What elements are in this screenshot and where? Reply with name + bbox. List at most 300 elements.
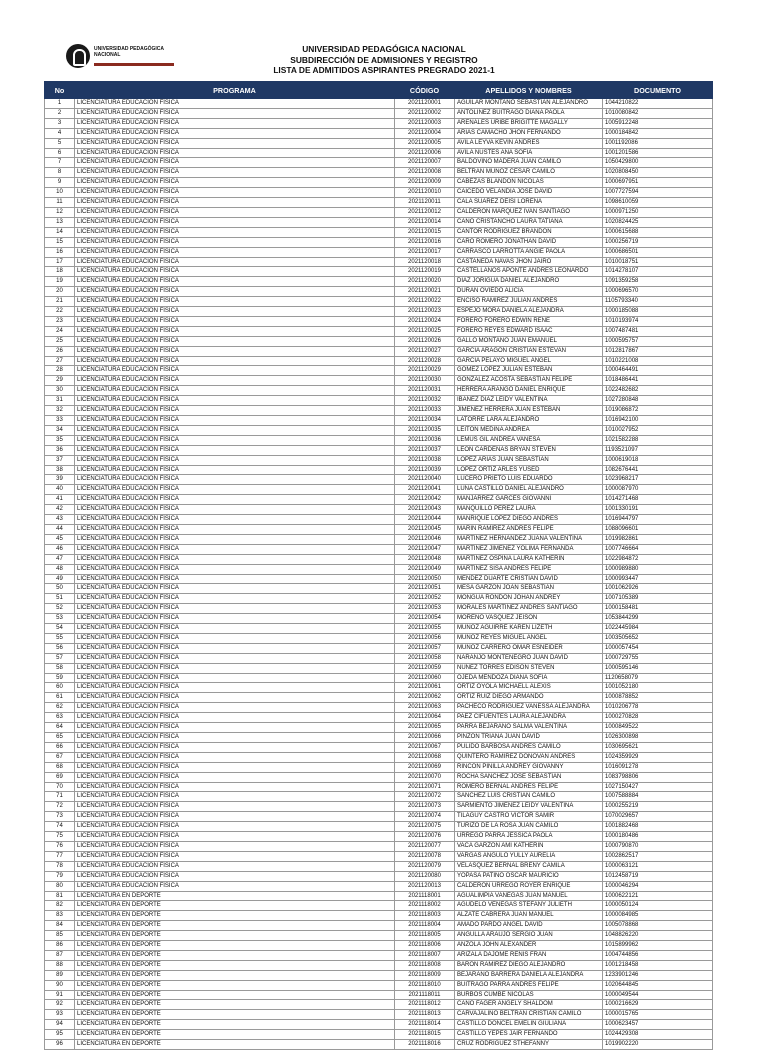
cell-programa: LICENCIATURA EN DEPORTE [75,1000,395,1010]
cell-codigo: 2021120047 [395,544,455,554]
cell-nombres: MARTINEZ SISA ANDRES FELIPE [455,564,603,574]
cell-programa: LICENCIATURA EN DEPORTE [75,980,395,990]
cell-documento: 1019086872 [603,406,713,416]
cell-nombres: ANTOLINEZ BUITRAGO DIANA PAOLA [455,108,603,118]
cell-codigo: 2021120026 [395,336,455,346]
cell-codigo: 2021120029 [395,366,455,376]
cell-nombres: CANO CRISTANCHO LAURA TATIANA [455,217,603,227]
table-row [45,851,713,861]
table-row [45,713,713,723]
cell-codigo: 2021120019 [395,267,455,277]
cell-nombres: VACA GARZON AMI KATHERIN [455,841,603,851]
cell-documento: 1000971250 [603,207,713,217]
cell-codigo: 2021120074 [395,812,455,822]
cell-codigo: 2021120032 [395,396,455,406]
cell-codigo: 2021118014 [395,1020,455,1030]
cell-nombres: NARANJO MONTENEGRO JUAN DAVID [455,653,603,663]
cell-documento: 1024429308 [603,1030,713,1040]
cell-documento: 1000087970 [603,485,713,495]
cell-documento: 1021582288 [603,435,713,445]
cell-nombres: AVILA LEYVA KEVIN ANDRES [455,138,603,148]
cell-programa: LICENCIATURA EDUCACIÓN FÍSICA [75,396,395,406]
cell-programa: LICENCIATURA EDUCACIÓN FÍSICA [75,188,395,198]
cell-documento: 1018486441 [603,376,713,386]
cell-no: 91 [45,990,75,1000]
cell-documento: 1000184842 [603,128,713,138]
cell-documento: 1050429800 [603,158,713,168]
cell-programa: LICENCIATURA EDUCACIÓN FÍSICA [75,614,395,624]
column-header-nombres: APELLIDOS Y NOMBRES [455,82,603,99]
cell-codigo: 2021120070 [395,772,455,782]
cell-nombres: VELASQUEZ BERNAL BRENY CAMILA [455,861,603,871]
table-row [45,881,713,891]
cell-nombres: CABEZAS BLANDON NICOLAS [455,178,603,188]
cell-codigo: 2021120037 [395,445,455,455]
cell-programa: LICENCIATURA EDUCACIÓN FÍSICA [75,148,395,158]
cell-documento: 1012817867 [603,346,713,356]
cell-nombres: CASTELLANOS APONTE ANDRES LEONARDO [455,267,603,277]
cell-nombres: DIAZ JORIGUA DANIEL ALEJANDRO [455,277,603,287]
cell-codigo: 2021118008 [395,960,455,970]
table-row [45,841,713,851]
cell-documento: 1000989880 [603,564,713,574]
cell-no: 30 [45,386,75,396]
cell-documento: 1091359258 [603,277,713,287]
cell-nombres: ARENALES URIBE BRIGITTE MAGALLY [455,118,603,128]
table-row [45,336,713,346]
cell-codigo: 2021120053 [395,604,455,614]
cell-codigo: 2021120035 [395,425,455,435]
cell-no: 60 [45,683,75,693]
cell-nombres: ORTIZ OYOLA MICHAELL ALEXIS [455,683,603,693]
cell-no: 61 [45,693,75,703]
cell-codigo: 2021120020 [395,277,455,287]
cell-no: 94 [45,1020,75,1030]
cell-documento: 1022482682 [603,386,713,396]
cell-nombres: LATORRE LARA ALEJANDRO [455,416,603,426]
column-header-codigo: CÓDIGO [395,82,455,99]
cell-codigo: 2021120024 [395,316,455,326]
cell-programa: LICENCIATURA EDUCACIÓN FÍSICA [75,515,395,525]
cell-documento: 1000729755 [603,653,713,663]
cell-documento: 1001192086 [603,138,713,148]
cell-programa: LICENCIATURA EDUCACIÓN FÍSICA [75,455,395,465]
cell-no: 82 [45,901,75,911]
cell-programa: LICENCIATURA EDUCACIÓN FÍSICA [75,435,395,445]
cell-no: 72 [45,802,75,812]
cell-nombres: LOPEZ ARIAS JUAN SEBASTIAN [455,455,603,465]
table-row [45,822,713,832]
table-row [45,99,713,109]
cell-documento: 1001330191 [603,505,713,515]
cell-codigo: 2021120022 [395,297,455,307]
cell-nombres: CARRASCO LARROTTA ANGIE PAOLA [455,247,603,257]
cell-codigo: 2021120034 [395,416,455,426]
cell-no: 86 [45,941,75,951]
cell-documento: 1000686501 [603,247,713,257]
cell-no: 66 [45,742,75,752]
cell-documento: 1007727594 [603,188,713,198]
cell-documento: 1005912248 [603,118,713,128]
cell-programa: LICENCIATURA EDUCACIÓN FÍSICA [75,386,395,396]
cell-no: 41 [45,495,75,505]
cell-codigo: 2021120003 [395,118,455,128]
cell-programa: LICENCIATURA EDUCACIÓN FÍSICA [75,832,395,842]
cell-codigo: 2021120066 [395,733,455,743]
cell-codigo: 2021120048 [395,554,455,564]
cell-documento: 1001052180 [603,683,713,693]
cell-nombres: ANZOLA JOHN ALEXANDER [455,941,603,951]
table-row [45,604,713,614]
cell-documento: 1070029657 [603,812,713,822]
cell-documento: 1001218458 [603,960,713,970]
cell-programa: LICENCIATURA EDUCACIÓN FÍSICA [75,673,395,683]
cell-nombres: URREGO PARRA JESSICA PAOLA [455,832,603,842]
cell-documento: 1000619018 [603,455,713,465]
page-header [0,0,768,80]
cell-documento: 1000158481 [603,604,713,614]
cell-no: 48 [45,564,75,574]
cell-documento: 1014278107 [603,267,713,277]
table-row [45,980,713,990]
cell-programa: LICENCIATURA EDUCACIÓN FÍSICA [75,118,395,128]
table-row [45,425,713,435]
cell-no: 8 [45,168,75,178]
cell-codigo: 2021120031 [395,386,455,396]
cell-programa: LICENCIATURA EDUCACIÓN FÍSICA [75,534,395,544]
cell-nombres: ANGULLA ARAUJO SERGIO JUAN [455,931,603,941]
cell-codigo: 2021120063 [395,703,455,713]
table-row [45,931,713,941]
cell-nombres: CARO ROMERO JONATHAN DAVID [455,237,603,247]
cell-no: 93 [45,1010,75,1020]
cell-no: 77 [45,851,75,861]
cell-programa: LICENCIATURA EDUCACIÓN FÍSICA [75,643,395,653]
table-row [45,802,713,812]
column-header-documento: DOCUMENTO [603,82,713,99]
cell-programa: LICENCIATURA EDUCACIÓN FÍSICA [75,653,395,663]
table-row [45,624,713,634]
title-list: LISTA DE ADMITIDOS ASPIRANTES PREGRADO 2021-1 [273,65,495,75]
cell-codigo: 2021120069 [395,762,455,772]
table-row [45,485,713,495]
table-row [45,891,713,901]
cell-codigo: 2021120004 [395,128,455,138]
cell-programa: LICENCIATURA EDUCACIÓN FÍSICA [75,178,395,188]
table-row [45,812,713,822]
cell-programa: LICENCIATURA EN DEPORTE [75,970,395,980]
cell-programa: LICENCIATURA EDUCACIÓN FÍSICA [75,425,395,435]
table-row [45,970,713,980]
table-row [45,257,713,267]
title-department: SUBDIRECCIÓN DE ADMISIONES Y REGISTRO [290,54,478,65]
cell-codigo: 2021120030 [395,376,455,386]
cell-no: 68 [45,762,75,772]
cell-documento: 1004744856 [603,950,713,960]
table-row [45,118,713,128]
cell-documento: 1007105389 [603,594,713,604]
table-row [45,198,713,208]
table-row [45,584,713,594]
cell-nombres: OJEDA MENDOZA DIANA SOFIA [455,673,603,683]
table-row [45,1010,713,1020]
cell-no: 52 [45,604,75,614]
cell-documento: 1010018751 [603,257,713,267]
cell-no: 39 [45,475,75,485]
cell-documento: 1053844299 [603,614,713,624]
cell-no: 7 [45,158,75,168]
cell-documento: 1010193974 [603,316,713,326]
cell-programa: LICENCIATURA EN DEPORTE [75,921,395,931]
cell-no: 80 [45,881,75,891]
table-row [45,495,713,505]
cell-codigo: 2021118004 [395,921,455,931]
cell-documento: 1000790870 [603,841,713,851]
cell-nombres: TURIZO DE LA ROSA JUAN CAMILO [455,822,603,832]
table-row [45,960,713,970]
cell-codigo: 2021120061 [395,683,455,693]
cell-codigo: 2021120033 [395,406,455,416]
cell-no: 10 [45,188,75,198]
cell-no: 75 [45,832,75,842]
cell-documento: 1120658079 [603,673,713,683]
table-row [45,633,713,643]
cell-documento: 1020808450 [603,168,713,178]
cell-documento: 1001201586 [603,148,713,158]
cell-programa: LICENCIATURA EDUCACIÓN FÍSICA [75,257,395,267]
cell-nombres: LOPEZ ORTIZ ARLES YUSED [455,465,603,475]
cell-programa: LICENCIATURA EDUCACIÓN FÍSICA [75,683,395,693]
cell-documento: 1010080842 [603,108,713,118]
cell-codigo: 2021120076 [395,832,455,842]
cell-nombres: RINCON PINILLA ANDREY GIOVANNY [455,762,603,772]
cell-programa: LICENCIATURA EDUCACIÓN FÍSICA [75,316,395,326]
cell-programa: LICENCIATURA EDUCACIÓN FÍSICA [75,207,395,217]
cell-nombres: DURAN OVIEDO ALICIA [455,287,603,297]
cell-codigo: 2021120038 [395,455,455,465]
table-row [45,663,713,673]
cell-no: 51 [45,594,75,604]
cell-no: 50 [45,584,75,594]
cell-programa: LICENCIATURA EDUCACIÓN FÍSICA [75,802,395,812]
cell-nombres: GARCIA PELAYO MIGUEL ANGEL [455,356,603,366]
cell-documento: 1005078868 [603,921,713,931]
cell-documento: 1001062926 [603,584,713,594]
cell-no: 23 [45,316,75,326]
cell-nombres: MORENO VASQUEZ JEISON [455,614,603,624]
cell-nombres: LEMUS GIL ANDREA VANESA [455,435,603,445]
cell-programa: LICENCIATURA EDUCACIÓN FÍSICA [75,742,395,752]
title-university: UNIVERSIDAD PEDAGÓGICA NACIONAL [302,44,466,54]
table-row [45,1000,713,1010]
cell-programa: LICENCIATURA EDUCACIÓN FÍSICA [75,485,395,495]
cell-no: 84 [45,921,75,931]
table-row [45,406,713,416]
cell-codigo: 2021120009 [395,178,455,188]
cell-programa: LICENCIATURA EDUCACIÓN FÍSICA [75,594,395,604]
cell-programa: LICENCIATURA EN DEPORTE [75,891,395,901]
cell-codigo: 2021118011 [395,990,455,1000]
cell-documento: 1016944797 [603,515,713,525]
cell-programa: LICENCIATURA EDUCACIÓN FÍSICA [75,346,395,356]
table-row [45,287,713,297]
table-row [45,832,713,842]
cell-documento: 1007746664 [603,544,713,554]
cell-nombres: GALLO MONTAÑO JUAN EMANUEL [455,336,603,346]
cell-no: 29 [45,376,75,386]
cell-programa: LICENCIATURA EN DEPORTE [75,1040,395,1050]
cell-documento: 1000615688 [603,227,713,237]
table-row [45,475,713,485]
cell-nombres: BELTRAN MUNOZ CESAR CAMILO [455,168,603,178]
cell-nombres: ROCHA SANCHEZ JOSE SEBASTIAN [455,772,603,782]
cell-codigo: 2021120072 [395,792,455,802]
cell-no: 81 [45,891,75,901]
cell-codigo: 2021120005 [395,138,455,148]
cell-documento: 1000464491 [603,366,713,376]
cell-programa: LICENCIATURA EDUCACIÓN FÍSICA [75,267,395,277]
cell-no: 89 [45,970,75,980]
table-row [45,416,713,426]
table-row [45,386,713,396]
cell-documento: 1000185088 [603,307,713,317]
cell-nombres: GONZALEZ ACOSTA SEBASTIAN FELIPE [455,376,603,386]
cell-no: 18 [45,267,75,277]
cell-nombres: MONGUA RONDON JOHAN ANDREY [455,594,603,604]
cell-nombres: MORALES MARTINEZ ANDRES SANTIAGO [455,604,603,614]
cell-documento: 1000270828 [603,713,713,723]
cell-documento: 1010027952 [603,425,713,435]
cell-programa: LICENCIATURA EDUCACIÓN FÍSICA [75,693,395,703]
cell-codigo: 2021120056 [395,633,455,643]
table-row [45,148,713,158]
cell-codigo: 2021120065 [395,723,455,733]
cell-nombres: BURBOS CUMBE NICOLAS [455,990,603,1000]
cell-programa: LICENCIATURA EDUCACIÓN FÍSICA [75,584,395,594]
cell-programa: LICENCIATURA EDUCACIÓN FÍSICA [75,475,395,485]
cell-nombres: MANQUILLO PEREZ LAURA [455,505,603,515]
cell-nombres: YOPASA PATIÑO OSCAR MAURICIO [455,871,603,881]
cell-codigo: 2021120064 [395,713,455,723]
table-row [45,316,713,326]
cell-codigo: 2021120046 [395,534,455,544]
cell-programa: LICENCIATURA EDUCACIÓN FÍSICA [75,495,395,505]
cell-documento: 1026300898 [603,733,713,743]
cell-programa: LICENCIATURA EDUCACIÓN FÍSICA [75,733,395,743]
cell-no: 5 [45,138,75,148]
cell-documento: 1000622121 [603,891,713,901]
table-row [45,247,713,257]
table-row [45,990,713,1000]
table-row [45,941,713,951]
cell-no: 90 [45,980,75,990]
cell-codigo: 2021120043 [395,505,455,515]
logo-text-line2: NACIONAL [94,52,121,58]
cell-documento: 1000046294 [603,881,713,891]
cell-programa: LICENCIATURA EDUCACIÓN FÍSICA [75,703,395,713]
cell-programa: LICENCIATURA EDUCACIÓN FÍSICA [75,841,395,851]
table-row [45,307,713,317]
cell-programa: LICENCIATURA EDUCACIÓN FÍSICA [75,574,395,584]
table-row [45,505,713,515]
table-row [45,574,713,584]
cell-programa: LICENCIATURA EDUCACIÓN FÍSICA [75,198,395,208]
table-row [45,356,713,366]
cell-programa: LICENCIATURA EN DEPORTE [75,901,395,911]
cell-documento: 1012458719 [603,871,713,881]
cell-documento: 1030695621 [603,742,713,752]
cell-documento: 1016942100 [603,416,713,426]
table-row [45,861,713,871]
cell-codigo: 2021120006 [395,148,455,158]
table-row [45,911,713,921]
cell-no: 38 [45,465,75,475]
cell-codigo: 2021118003 [395,911,455,921]
cell-documento: 1022445984 [603,624,713,634]
cell-codigo: 2021120015 [395,227,455,237]
cell-programa: LICENCIATURA EDUCACIÓN FÍSICA [75,871,395,881]
table-row [45,465,713,475]
cell-documento: 1002862517 [603,851,713,861]
cell-nombres: HERRERA ARANGO DANIEL ENRIQUE [455,386,603,396]
cell-no: 92 [45,1000,75,1010]
cell-no: 45 [45,534,75,544]
cell-no: 95 [45,1030,75,1040]
table-body [45,99,713,1050]
cell-codigo: 2021120062 [395,693,455,703]
cell-no: 79 [45,871,75,881]
table-row [45,108,713,118]
cell-documento: 1000084985 [603,911,713,921]
cell-no: 2 [45,108,75,118]
cell-programa: LICENCIATURA EN DEPORTE [75,950,395,960]
cell-documento: 1022984872 [603,554,713,564]
table-row [45,515,713,525]
table-row [45,445,713,455]
cell-codigo: 2021120068 [395,752,455,762]
cell-documento: 1010221008 [603,356,713,366]
table-row [45,217,713,227]
table-row [45,207,713,217]
cell-no: 4 [45,128,75,138]
cell-codigo: 2021118016 [395,1040,455,1050]
cell-no: 64 [45,723,75,733]
cell-codigo: 2021120060 [395,673,455,683]
cell-programa: LICENCIATURA EDUCACIÓN FÍSICA [75,792,395,802]
cell-programa: LICENCIATURA EN DEPORTE [75,911,395,921]
cell-programa: LICENCIATURA EDUCACIÓN FÍSICA [75,723,395,733]
cell-no: 27 [45,356,75,366]
cell-documento: 1007487481 [603,326,713,336]
cell-codigo: 2021118010 [395,980,455,990]
cell-codigo: 2021118015 [395,1030,455,1040]
cell-documento: 1044210822 [603,99,713,109]
cell-codigo: 2021120049 [395,564,455,574]
table-row [45,188,713,198]
cell-nombres: MARTINEZ JIMENEZ YOLIMA FERNANDA [455,544,603,554]
cell-no: 83 [45,911,75,921]
cell-programa: LICENCIATURA EDUCACIÓN FÍSICA [75,663,395,673]
cell-nombres: PINZON TRIANA JUAN DAVID [455,733,603,743]
cell-nombres: PULIDO BARBOSA ANDRES CAMILO [455,742,603,752]
cell-documento: 1233901246 [603,970,713,980]
cell-codigo: 2021120002 [395,108,455,118]
cell-documento: 1023968217 [603,475,713,485]
cell-no: 34 [45,425,75,435]
cell-codigo: 2021120073 [395,802,455,812]
cell-nombres: LEON CARDENAS BRYAN STEVEN [455,445,603,455]
cell-programa: LICENCIATURA EDUCACIÓN FÍSICA [75,227,395,237]
